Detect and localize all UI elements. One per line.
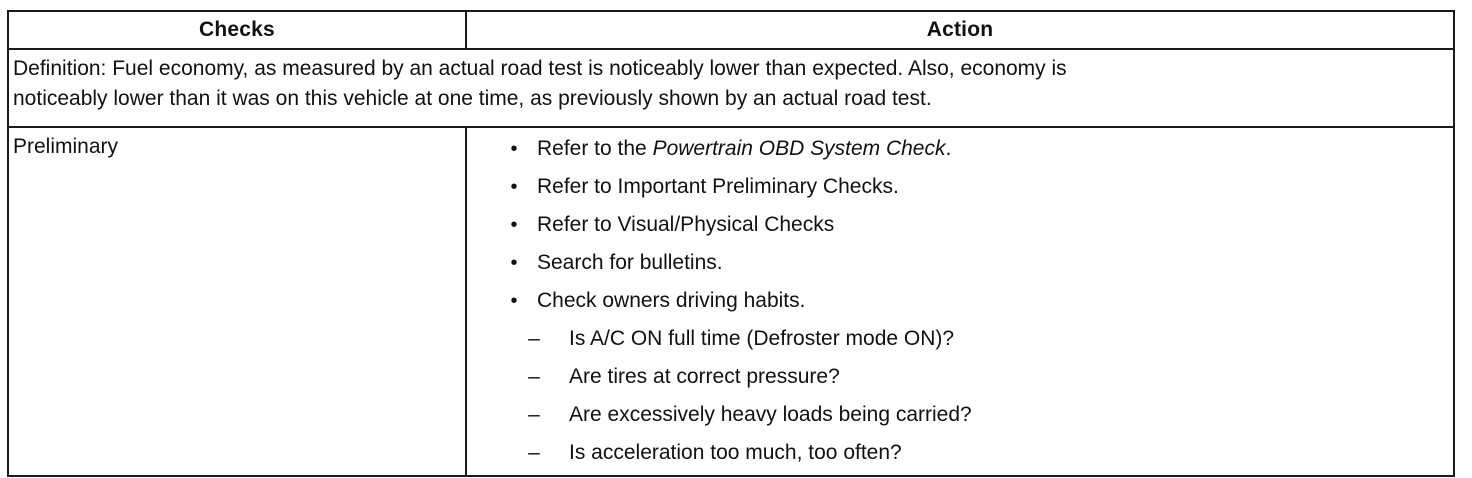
checks-header: Checks — [8, 11, 466, 49]
action-text-suffix: . — [945, 137, 952, 160]
action-text-prefix: Refer to the — [537, 137, 653, 160]
action-text: Search for bulletins. — [537, 251, 723, 274]
bullet-icon: • — [510, 214, 518, 236]
action-cell — [466, 127, 1454, 476]
definition-line-1: Definition: Fuel economy, as measured by an actual road test is noticeably lower than expected. Also, economy is — [13, 57, 1067, 80]
bullet-icon: • — [510, 290, 518, 312]
action-text: Refer to Important Preliminary Checks. — [537, 175, 899, 198]
bullet-icon: • — [510, 252, 518, 274]
action-text: Check owners driving habits. — [537, 289, 806, 312]
list-item — [507, 209, 1453, 247]
bullet-icon: • — [510, 138, 518, 160]
action-text: Is acceleration too much, too often? — [569, 441, 902, 464]
action-text-emphasis: Powertrain OBD System Check — [652, 137, 946, 160]
dash-icon: – — [528, 441, 540, 464]
header-row — [8, 11, 1454, 49]
sub-list-item — [467, 361, 1453, 399]
sub-list-item — [467, 399, 1453, 437]
bullet-icon: • — [510, 176, 518, 198]
dash-icon: – — [528, 327, 540, 350]
table-row — [8, 127, 1454, 476]
action-text: Are excessively heavy loads being carried? — [569, 403, 972, 426]
definition-row — [8, 49, 1454, 127]
sub-list-item — [467, 437, 1453, 475]
definition-line-2: noticeably lower than it was on this vehicle at one time, as previously shown by an actual road test. — [13, 87, 932, 110]
check-name-cell: Preliminary — [8, 127, 466, 476]
sub-list-item — [467, 323, 1453, 361]
action-text: Refer to Visual/Physical Checks — [537, 213, 835, 236]
action-text: Are tires at correct pressure? — [569, 365, 840, 388]
definition-cell — [8, 49, 1454, 127]
list-item — [507, 171, 1453, 209]
list-item — [507, 247, 1453, 285]
action-list — [467, 133, 1453, 475]
diagnostic-table — [7, 10, 1455, 477]
action-text: Is A/C ON full time (Defroster mode ON)? — [569, 327, 955, 350]
action-header: Action — [466, 11, 1454, 49]
dash-icon: – — [528, 365, 540, 388]
list-item — [507, 133, 1453, 171]
list-item — [507, 285, 1453, 323]
dash-icon: – — [528, 403, 540, 426]
